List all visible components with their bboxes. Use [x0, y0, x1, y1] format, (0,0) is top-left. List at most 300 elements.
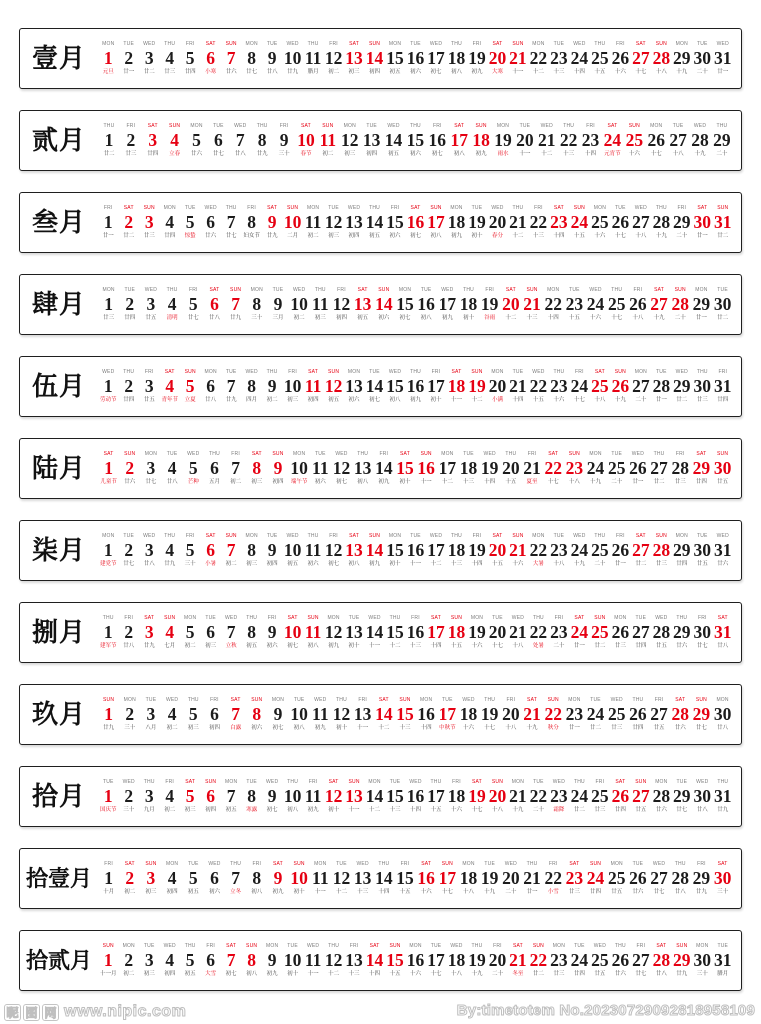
day-cell [601, 124, 623, 157]
lunar-label: 初二 [293, 314, 305, 321]
weekday-label: TUE [187, 861, 199, 867]
lunar-label: 寒露 [246, 806, 258, 813]
days-row [98, 288, 741, 321]
weekday-label: TUE [102, 779, 114, 785]
weekday-label: SAT [328, 779, 339, 785]
weekday-label: SUN [491, 779, 504, 785]
weekday-label: SUN [307, 615, 319, 621]
lunar-label: 廿四 [614, 806, 626, 813]
day-cell [139, 370, 159, 403]
day-number: 6 [210, 867, 219, 888]
weekday-label: TUE [266, 41, 278, 47]
day-cell [528, 370, 548, 403]
lunar-label: 廿二 [676, 396, 688, 403]
lunar-label: 谷雨 [484, 314, 496, 321]
day-cell [303, 42, 323, 75]
day-cell [373, 288, 394, 321]
day-cell [564, 452, 585, 485]
month-name: 拾月 [31, 781, 86, 812]
day-number: 16 [406, 539, 425, 560]
lunar-label: 秋分 [547, 724, 559, 731]
weekday-label: MON [293, 451, 306, 457]
weekday-label: SUN [717, 205, 729, 211]
weekday-label: MON [165, 861, 179, 867]
lunar-label: 初十 [463, 314, 475, 321]
day-cell [648, 452, 669, 485]
weekday-label: WED [225, 615, 238, 621]
day-number: 22 [544, 293, 562, 314]
lunar-label: 初二 [123, 970, 135, 977]
day-number: 1 [103, 539, 113, 560]
month-strip-8 [19, 602, 742, 663]
lunar-label: 十四 [585, 150, 597, 157]
lunar-label: 二十 [491, 970, 503, 977]
day-cell [344, 780, 364, 813]
day-cell [303, 780, 323, 813]
day-cell [373, 862, 394, 895]
weekday-label: FRI [349, 943, 359, 949]
day-number: 20 [488, 375, 507, 396]
day-cell [569, 780, 589, 813]
day-number: 11 [312, 867, 329, 888]
day-cell [262, 206, 282, 239]
lunar-label: 十二 [389, 642, 401, 649]
weekday-label: FRI [472, 533, 482, 539]
day-cell [692, 42, 712, 75]
day-cell [405, 616, 425, 649]
lunar-label: 初六 [208, 888, 220, 895]
lunar-label: 十九 [653, 314, 665, 321]
day-number: 3 [148, 129, 158, 150]
day-number: 2 [124, 375, 134, 396]
day-number: 7 [226, 785, 236, 806]
weekday-label: MON [675, 41, 688, 47]
weekday-label: SAT [697, 205, 708, 211]
weekday-label: TUE [246, 779, 257, 785]
day-cell [98, 206, 118, 239]
weekday-label: THU [184, 943, 196, 949]
lunar-label: 建党节 [99, 560, 117, 567]
weekday-label: WED [208, 861, 221, 867]
day-cell [221, 780, 241, 813]
lunar-label: 初二 [322, 150, 334, 157]
day-number: 1 [103, 47, 113, 68]
day-number: 15 [386, 949, 404, 970]
day-cell [204, 288, 225, 321]
weekday-label: FRI [126, 123, 136, 129]
day-number: 23 [581, 129, 600, 150]
weekday-label: MON [388, 533, 402, 539]
day-number: 3 [144, 47, 154, 68]
day-cell [467, 534, 487, 567]
lunar-label: 十二 [541, 150, 553, 157]
lunar-label: 廿五 [143, 396, 155, 403]
day-cell [200, 42, 220, 75]
day-number: 25 [607, 703, 626, 724]
weekday-label: MON [190, 123, 203, 129]
day-number: 9 [267, 539, 277, 560]
days-row [98, 862, 741, 895]
day-cell [569, 206, 589, 239]
day-cell [446, 534, 466, 567]
day-cell [549, 944, 569, 977]
day-number: 3 [146, 293, 156, 314]
weekday-label: TUE [287, 943, 298, 949]
lunar-label: 廿六 [191, 150, 203, 157]
weekday-label: TUE [717, 287, 728, 293]
day-number: 16 [417, 867, 435, 888]
weekday-label: TUE [442, 697, 453, 703]
weekday-label: MON [123, 697, 136, 703]
lunar-label: 十一 [348, 806, 360, 813]
day-cell [667, 124, 689, 157]
day-number: 2 [125, 867, 135, 888]
lunar-label: 十七 [614, 232, 626, 239]
day-cell [467, 944, 487, 977]
weekday-label: WED [314, 697, 327, 703]
day-cell [500, 698, 521, 731]
lunar-label: 廿一 [655, 396, 667, 403]
day-number: 12 [324, 211, 343, 232]
weekday-label: FRI [586, 123, 595, 129]
day-cell [262, 370, 282, 403]
day-cell [159, 616, 179, 649]
weekday-label: FRI [452, 779, 461, 785]
day-cell [98, 780, 118, 813]
lunar-label: 初十 [293, 888, 305, 895]
lunar-label: 七月 [164, 642, 176, 649]
day-number: 28 [671, 867, 689, 888]
day-cell [610, 42, 630, 75]
weekday-label: TUE [696, 533, 708, 539]
lunar-label: 廿一 [526, 888, 538, 895]
weekday-label: FRI [548, 861, 558, 867]
day-cell [713, 534, 733, 567]
day-number: 31 [714, 949, 732, 970]
day-cell [98, 616, 118, 649]
lunar-label: 初四 [307, 396, 319, 403]
day-cell [317, 124, 339, 157]
day-number: 28 [671, 293, 689, 314]
lunar-label: 初七 [335, 478, 347, 485]
day-number: 11 [304, 47, 322, 68]
day-cell [631, 944, 651, 977]
day-cell [246, 862, 267, 895]
lunar-label: 廿九 [717, 806, 729, 813]
lunar-label: 初八 [357, 478, 369, 485]
day-cell [405, 780, 425, 813]
weekday-label: THU [378, 861, 390, 867]
weekday-label: FRI [390, 205, 400, 211]
day-cell [543, 288, 564, 321]
weekday-label: SAT [717, 615, 728, 621]
lunar-label: 十一 [307, 970, 319, 977]
day-cell [713, 370, 733, 403]
day-number: 19 [468, 375, 486, 396]
day-number: 28 [671, 457, 689, 478]
weekday-label: MON [589, 451, 602, 457]
lunar-label: 初十 [471, 232, 483, 239]
day-cell [394, 452, 415, 485]
day-cell [323, 206, 343, 239]
day-number: 24 [570, 211, 589, 232]
weekday-label: WED [483, 451, 496, 457]
day-cell [221, 944, 241, 977]
day-number: 1 [104, 293, 113, 314]
lunar-label: 初二 [164, 806, 176, 813]
weekday-label: MON [650, 123, 663, 129]
day-number: 22 [529, 785, 548, 806]
weekday-label: SAT [574, 615, 585, 621]
lunar-label: 廿九 [676, 970, 688, 977]
lunar-label: 十七 [547, 478, 559, 485]
day-number: 21 [509, 47, 527, 68]
weekday-label: SUN [348, 779, 360, 785]
day-cell [508, 944, 528, 977]
lunar-label: 廿五 [655, 642, 667, 649]
day-number: 5 [185, 375, 195, 396]
day-cell [180, 370, 200, 403]
day-number: 13 [345, 211, 363, 232]
weekday-label: THU [532, 615, 544, 621]
weekday-label: WED [655, 615, 668, 621]
day-cell [118, 206, 138, 239]
day-cell [627, 452, 648, 485]
day-number: 16 [417, 293, 435, 314]
day-cell [310, 862, 331, 895]
lunar-label: 十五 [532, 396, 544, 403]
day-number: 19 [468, 785, 486, 806]
weekday-label: THU [696, 369, 708, 375]
day-cell [521, 452, 542, 485]
day-cell [426, 124, 448, 157]
weekday-label: TUE [420, 287, 432, 293]
lunar-label: 初四 [335, 314, 347, 321]
day-cell [118, 616, 138, 649]
weekday-label: WED [593, 943, 606, 949]
weekday-label: FRI [337, 287, 346, 293]
day-cell [610, 534, 630, 567]
weekday-label: SUN [251, 697, 263, 703]
lunar-label: 十九 [512, 806, 524, 813]
lunar-label: 国庆节 [99, 806, 117, 813]
day-number: 19 [468, 621, 486, 642]
day-number: 18 [447, 621, 466, 642]
day-cell [98, 534, 118, 567]
weekday-label: FRI [144, 369, 154, 375]
day-cell [98, 288, 119, 321]
lunar-label: 初九 [307, 806, 319, 813]
weekday-label: TUE [463, 451, 474, 457]
day-number: 7 [231, 867, 240, 888]
weekday-label: TUE [123, 533, 135, 539]
month-strip-5 [19, 356, 742, 417]
weekday-label: SUN [327, 369, 340, 375]
weekday-label: WED [163, 943, 176, 949]
day-cell [645, 124, 667, 157]
weekday-label: FRI [506, 697, 516, 703]
lunar-label: 青年节 [161, 396, 178, 403]
lunar-label: 廿三 [696, 396, 708, 403]
weekday-label: MON [250, 287, 263, 293]
weekday-label: SUN [124, 451, 136, 457]
lunar-label: 廿六 [674, 724, 686, 731]
weekday-label: FRI [485, 287, 494, 293]
lunar-label: 廿五 [696, 560, 708, 567]
day-cell [590, 780, 610, 813]
lunar-label: 初五 [187, 888, 199, 895]
day-number: 25 [591, 621, 609, 642]
day-number: 23 [550, 47, 568, 68]
lunar-label: 廿三 [674, 478, 686, 485]
day-cell [323, 780, 343, 813]
day-number: 10 [283, 211, 302, 232]
lunar-label: 初五 [246, 642, 258, 649]
weekday-label: SUN [450, 615, 463, 621]
day-cell [606, 862, 627, 895]
lunar-label: 初六 [409, 150, 421, 157]
weekday-label: THU [594, 533, 606, 539]
day-number: 18 [447, 949, 466, 970]
day-cell [528, 534, 548, 567]
day-cell [241, 370, 261, 403]
day-number: 23 [565, 293, 584, 314]
day-number: 24 [570, 375, 589, 396]
weekday-label: THU [287, 779, 299, 785]
day-number: 10 [283, 621, 302, 642]
lunar-label: 十五 [491, 560, 503, 567]
lunar-label: 廿九 [287, 68, 299, 75]
day-number: 30 [693, 949, 712, 970]
day-number: 12 [332, 867, 351, 888]
day-cell [446, 370, 466, 403]
day-number: 5 [188, 457, 198, 478]
lunar-label: 十三 [463, 478, 475, 485]
weekday-label: WED [368, 615, 381, 621]
lunar-label: 初二 [166, 724, 178, 731]
lunar-label: 三十 [251, 314, 263, 321]
lunar-label: 廿五 [594, 970, 606, 977]
day-cell [528, 780, 548, 813]
day-cell [310, 288, 331, 321]
day-number: 27 [650, 703, 668, 724]
lunar-label: 初五 [389, 68, 401, 75]
day-cell [323, 534, 343, 567]
day-cell [713, 206, 733, 239]
weekday-label: FRI [103, 205, 113, 211]
weekday-label: SAT [209, 287, 220, 293]
weekday-label: WED [387, 123, 400, 129]
day-number: 25 [591, 375, 609, 396]
day-cell [514, 124, 536, 157]
day-number: 8 [252, 867, 262, 888]
lunar-label: 廿四 [184, 68, 196, 75]
day-number: 24 [570, 621, 589, 642]
lunar-label: 廿二 [590, 724, 602, 731]
day-number: 26 [629, 703, 647, 724]
day-number: 19 [494, 129, 512, 150]
lunar-label: 廿二 [717, 314, 729, 321]
day-cell [487, 42, 507, 75]
lunar-label: 十二 [471, 396, 483, 403]
weekday-label: THU [594, 41, 606, 47]
lunar-label: 廿一 [717, 68, 729, 75]
day-number: 31 [714, 47, 732, 68]
day-number: 11 [312, 703, 329, 724]
day-cell [508, 534, 528, 567]
day-cell [139, 944, 159, 977]
weekday-label: THU [246, 615, 258, 621]
day-cell [262, 534, 282, 567]
day-cell [405, 534, 425, 567]
weekday-label: SAT [615, 779, 626, 785]
day-cell [585, 288, 606, 321]
day-cell [207, 124, 229, 157]
site-url: www.nipic.com [64, 1003, 187, 1020]
day-number: 10 [297, 129, 315, 150]
lunar-label: 腊月 [717, 970, 729, 977]
weekday-label: THU [123, 369, 135, 375]
lunar-label: 小雪 [547, 888, 559, 895]
weekday-label: SAT [123, 205, 134, 211]
day-number: 20 [502, 293, 520, 314]
weekday-label: SUN [389, 943, 401, 949]
day-number: 3 [144, 621, 154, 642]
lunar-label: 十五 [450, 642, 462, 649]
lunar-label: 十六 [512, 560, 524, 567]
lunar-label: 初九 [475, 150, 487, 157]
lunar-label: 廿八 [717, 642, 729, 649]
day-number: 27 [632, 47, 650, 68]
day-cell [162, 452, 183, 485]
day-cell [139, 206, 159, 239]
lunar-label: 初十 [430, 396, 442, 403]
weekday-label: FRI [527, 451, 537, 457]
lunar-label: 十五 [568, 314, 580, 321]
day-number: 6 [206, 211, 216, 232]
day-cell [500, 288, 521, 321]
weekday-label: FRI [554, 615, 564, 621]
day-number: 26 [629, 293, 647, 314]
lunar-label: 二十 [505, 888, 517, 895]
day-cell [585, 698, 606, 731]
lunar-label: 十四 [430, 642, 442, 649]
weekday-label: THU [103, 123, 115, 129]
day-number: 24 [586, 867, 605, 888]
day-cell [225, 452, 246, 485]
lunar-label: 初十 [348, 642, 360, 649]
day-cell [180, 944, 200, 977]
lunar-label: 廿三 [568, 888, 580, 895]
day-number: 4 [167, 293, 177, 314]
day-cell [229, 124, 251, 157]
weekday-label: WED [631, 451, 645, 457]
day-cell [590, 370, 610, 403]
lunar-label: 初三 [344, 150, 356, 157]
day-cell [467, 370, 487, 403]
weekday-label: FRI [493, 943, 502, 949]
day-cell [692, 534, 712, 567]
days-row [98, 780, 741, 813]
weekday-label: SUN [655, 533, 667, 539]
weekday-label: FRI [575, 369, 584, 375]
day-number: 21 [523, 703, 541, 724]
day-cell [672, 206, 692, 239]
day-cell [692, 206, 712, 239]
weekday-label: SUN [143, 205, 155, 211]
lunar-label: 初六 [307, 560, 319, 567]
day-cell [140, 288, 161, 321]
